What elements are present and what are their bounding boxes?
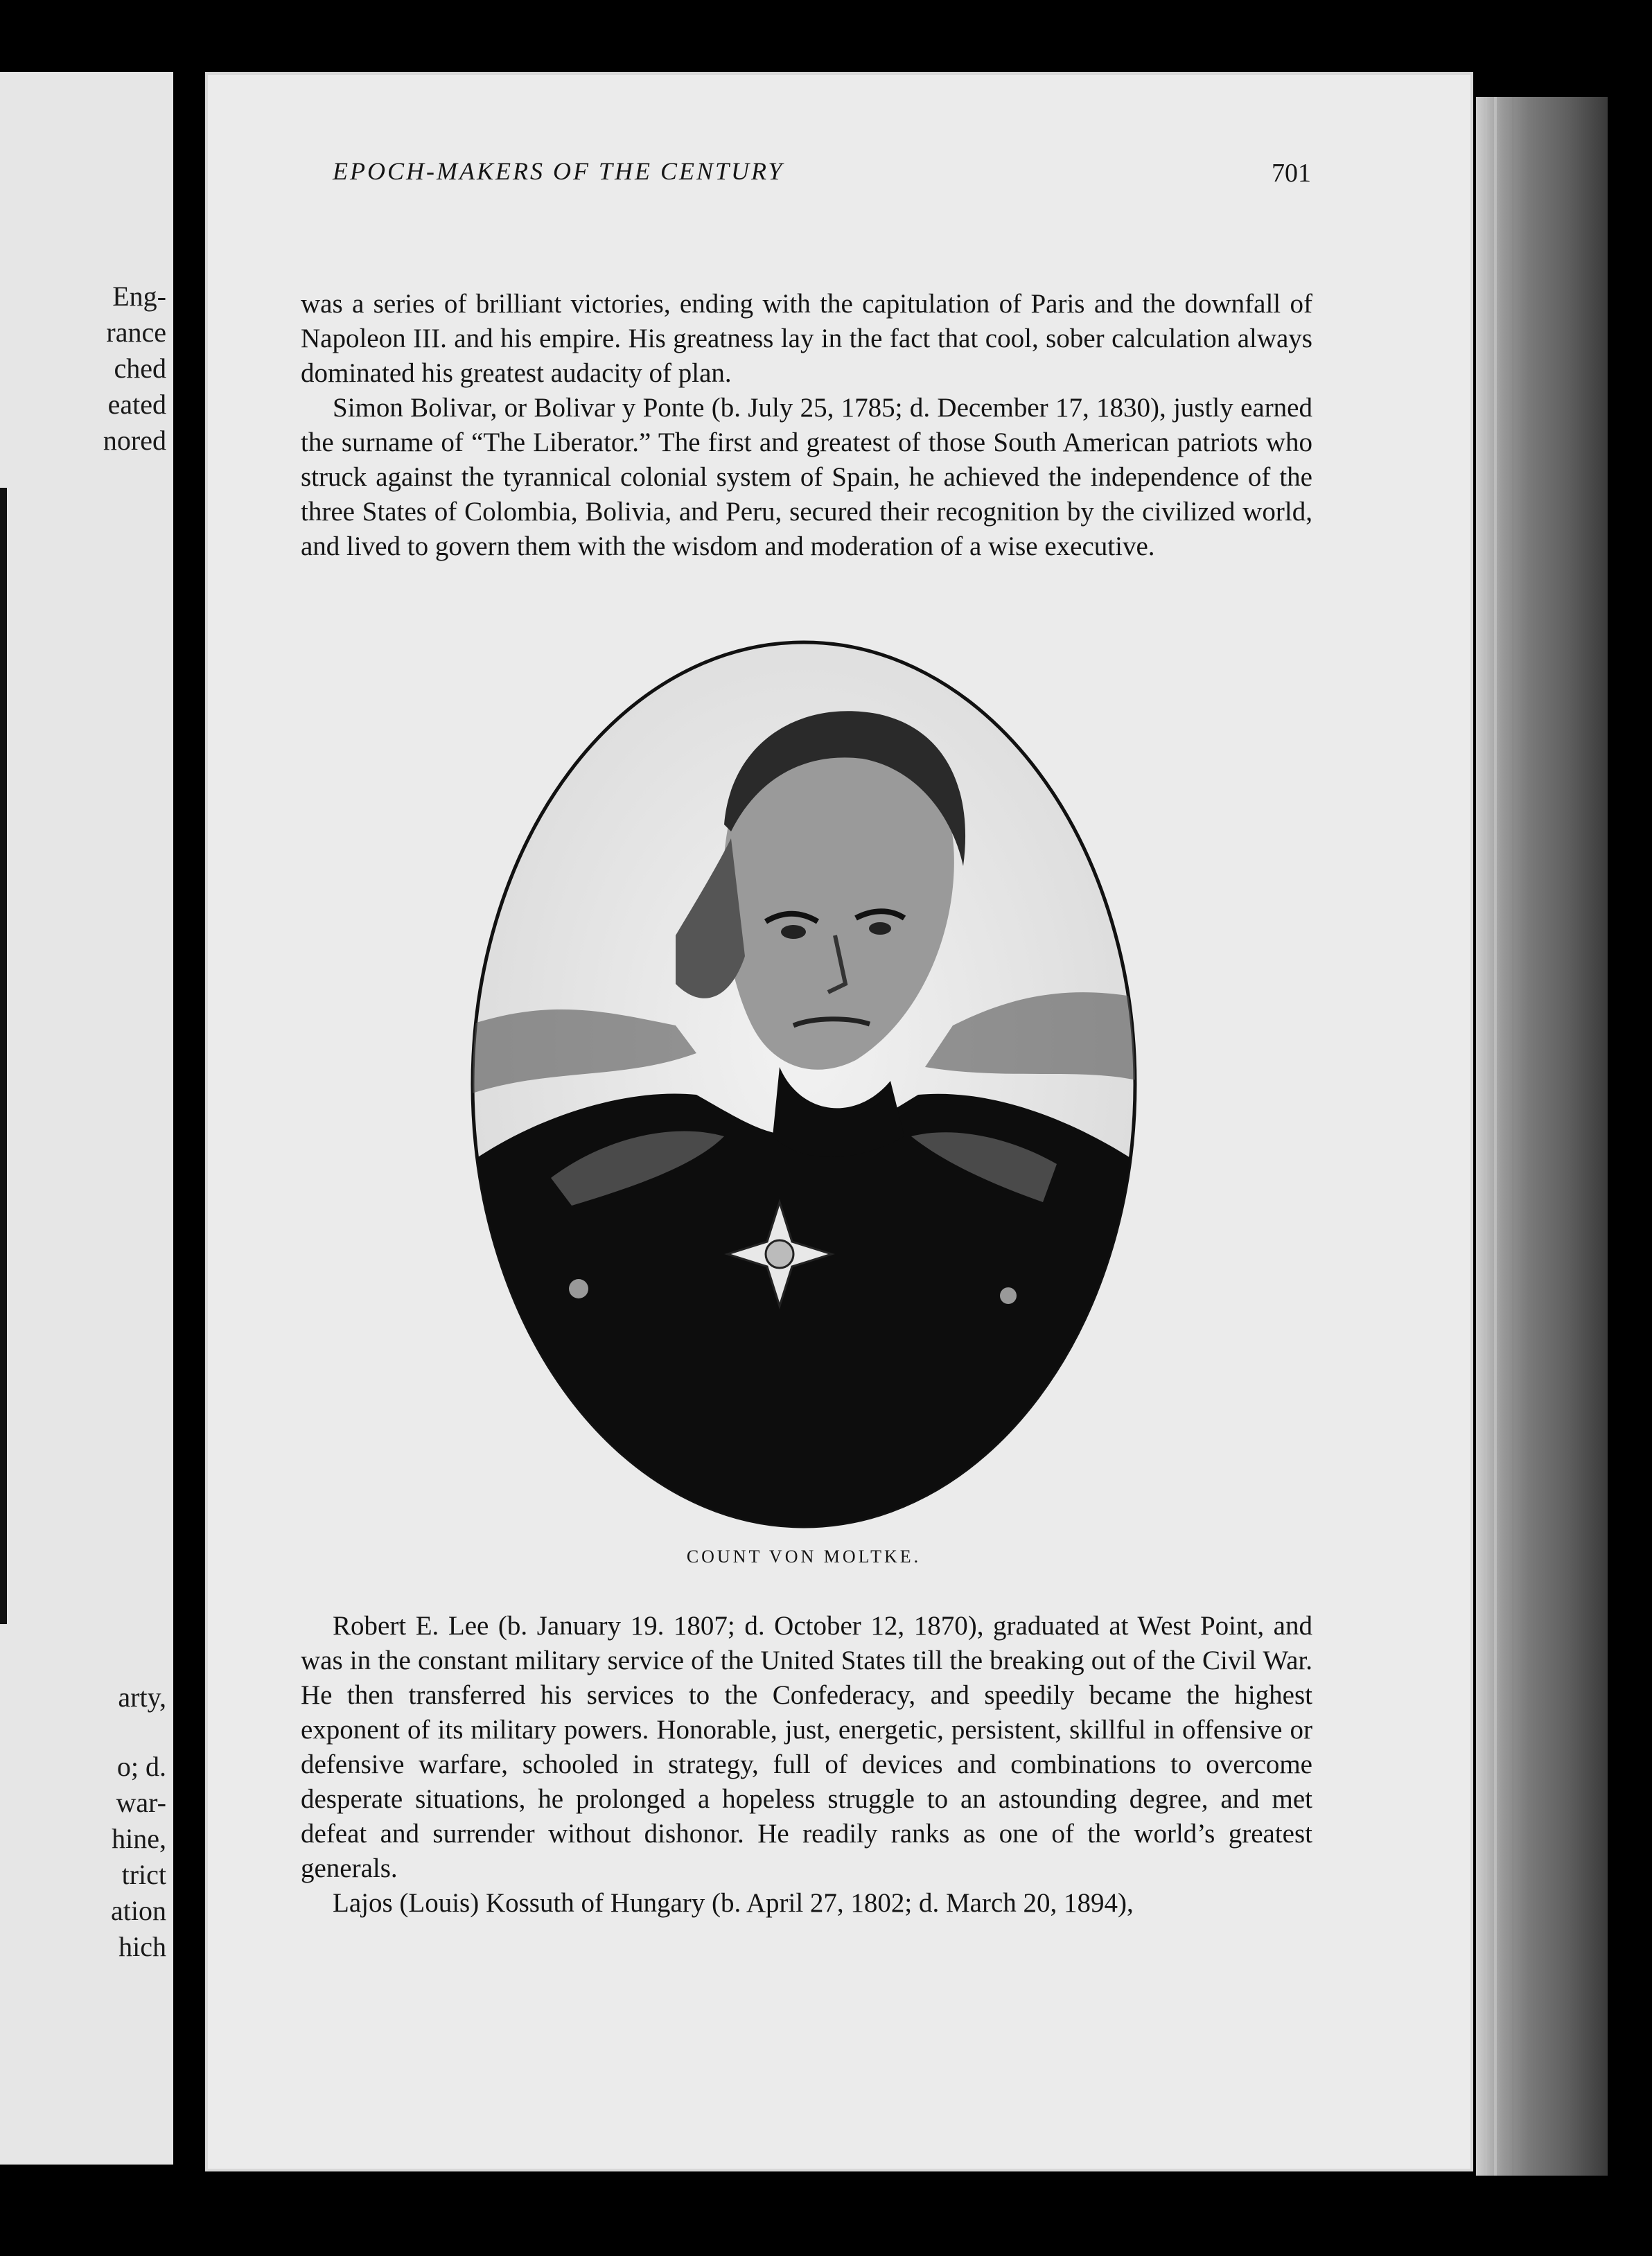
left-page-fragment: rance <box>106 317 166 348</box>
portrait-illustration <box>468 637 1140 1531</box>
portrait-caption: COUNT VON MOLTKE. <box>686 1546 922 1567</box>
left-page-fragment: ation <box>111 1895 166 1926</box>
paragraph: Robert E. Lee (b. January 19. 1807; d. October 12, 1870), graduated at West Point, and was in the constant military service of the United States till the breaking out of the Civil War. He then transferred his services to the Confederacy, and speedily became the highest exponent of its military powers. Honorable, just, energetic, persistent, skillful in offensive or defensive warfare, schooled in strategy, full of devices and combinations to overcome desperate situations, he prolonged a hopeless struggle to an astounding degree, and met defeat and surrender without dishonor. He readily ranks as one of the world’s greatest generals. <box>301 1611 1312 1883</box>
left-page-edge <box>0 72 173 2165</box>
running-head: EPOCH-MAKERS OF THE CENTURY <box>333 157 784 185</box>
paragraph: Lajos (Louis) Kossuth of Hungary (b. April 27, 1802; d. March 20, 1894), <box>333 1888 1134 1918</box>
left-page-fragment: ched <box>114 353 166 384</box>
left-page-fragment: hich <box>118 1931 166 1962</box>
paragraph: was a series of brilliant victories, ending with the capitulation of Paris and the downfall of Napoleon III. and his empire. His greatness lay in the fact that cool, sober calculation always dominated his greatest audacity of plan. <box>301 289 1312 388</box>
body-text-bottom <box>301 1609 1312 1921</box>
left-page-fragment: war- <box>116 1787 166 1818</box>
left-page-fragment: trict <box>121 1859 166 1890</box>
body-text-top <box>301 287 1312 564</box>
left-page-fragment: hine, <box>112 1823 166 1854</box>
left-page-fragment: arty, <box>118 1682 166 1713</box>
left-page-fragment: o; d. <box>116 1751 166 1782</box>
book-page-edges <box>1476 97 1608 2176</box>
left-page-fragment: nored <box>103 425 166 456</box>
left-page-image-edge <box>0 488 7 1624</box>
left-page-fragment: eated <box>107 389 166 420</box>
left-page-fragment: Eng- <box>112 281 166 312</box>
page-number: 701 <box>1272 159 1311 188</box>
paragraph: Simon Bolivar, or Bolivar y Ponte (b. July 25, 1785; d. December 17, 1830), justly earned the surname of “The Liberator.” The first and greatest of those South American patriots who struck against the tyrannical colonial system of Spain, he achieved the independence of the three States of Colombia, Bolivia, and Peru, secured their recognition by the civilized world, and lived to govern them with the wisdom and moderation of a wise executive. <box>301 393 1312 561</box>
